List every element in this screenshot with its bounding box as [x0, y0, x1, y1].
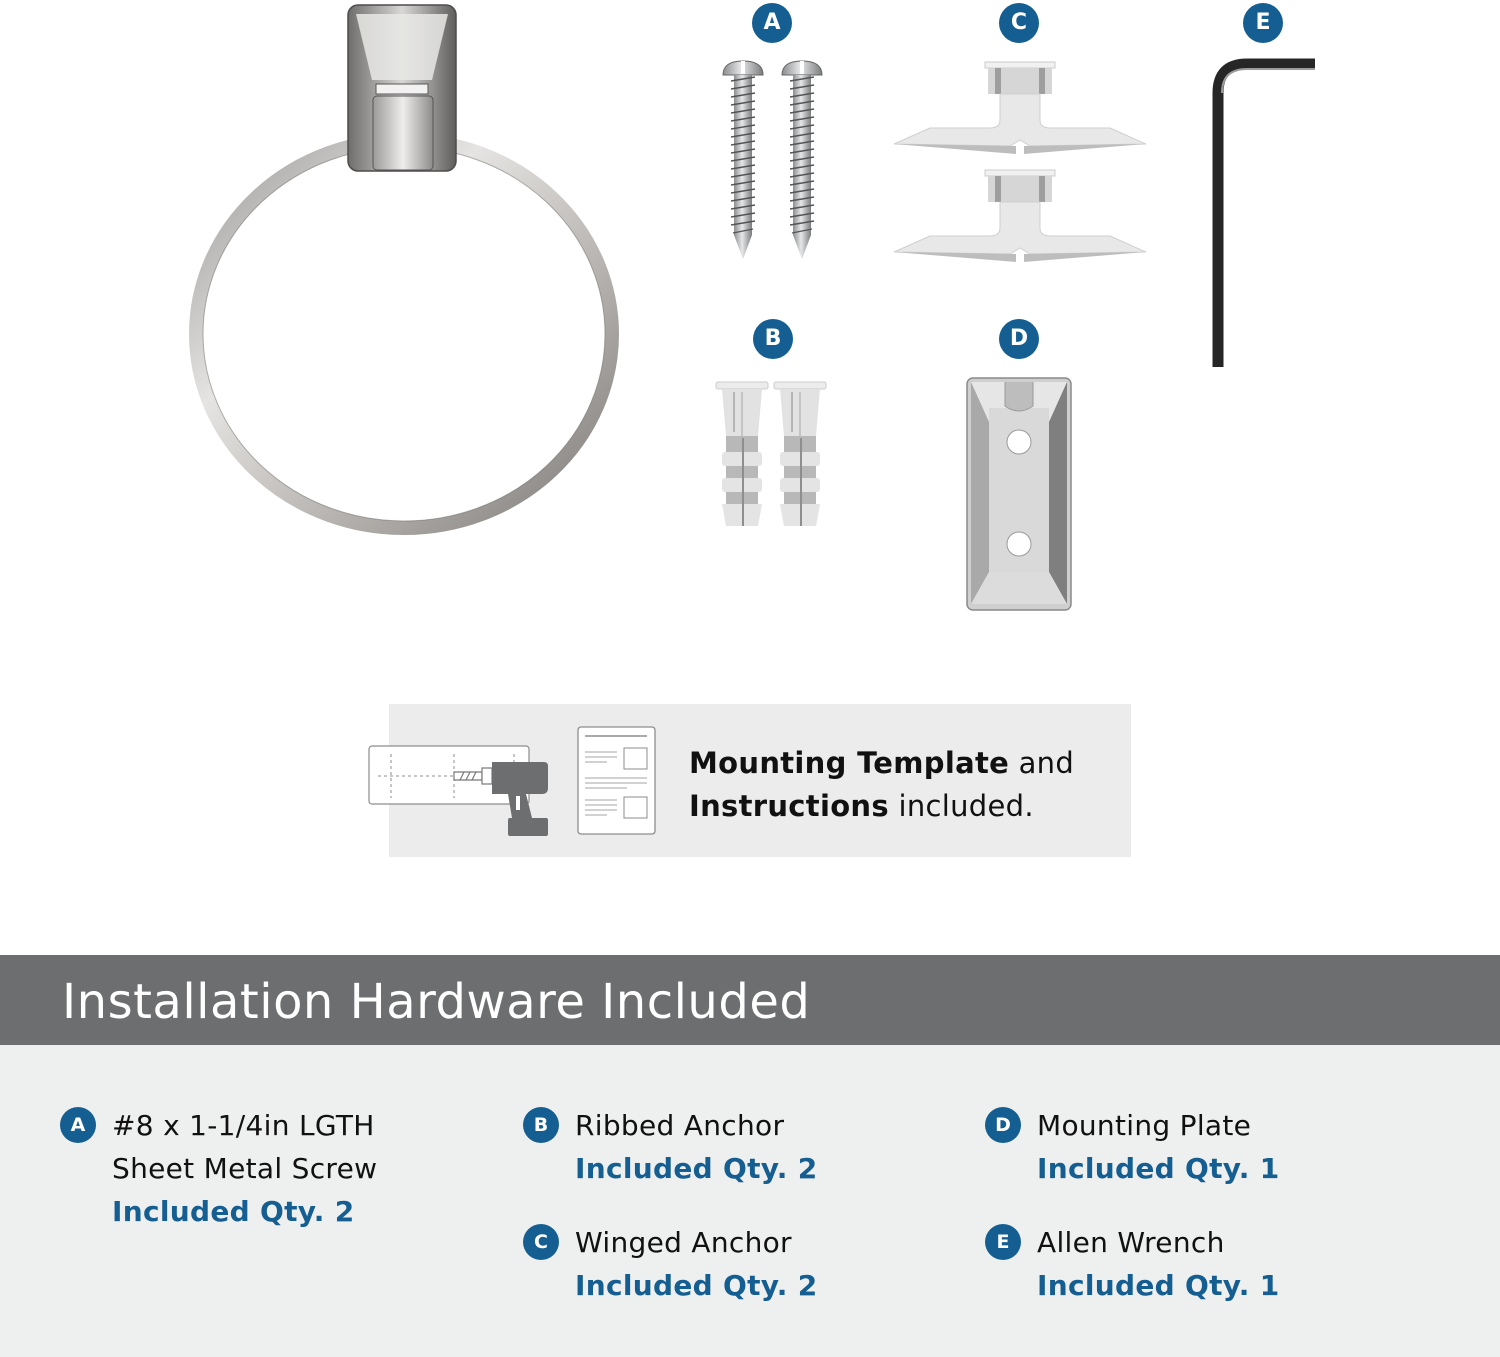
item-a-qty: Included Qty. 2	[112, 1195, 355, 1228]
item-c-qty: Included Qty. 2	[575, 1269, 818, 1302]
mounting-plate-icon	[965, 376, 1073, 612]
item-a-name-line1: #8 x 1-1/4in LGTH	[112, 1109, 375, 1142]
part-badge-e: E	[1243, 3, 1283, 43]
allen-wrench-icon	[1205, 55, 1325, 375]
part-badge-a: A	[752, 3, 792, 43]
mounting-template-text	[689, 742, 1074, 828]
hardware-item-d	[1037, 1104, 1280, 1190]
part-badge-d: D	[999, 319, 1039, 359]
item-badge-b: B	[523, 1107, 559, 1143]
item-badge-a: A	[60, 1107, 96, 1143]
winged-anchor-icon	[890, 58, 1150, 263]
part-badge-b: B	[753, 319, 793, 359]
item-d-qty: Included Qty. 1	[1037, 1152, 1280, 1185]
template-text-suffix: and	[1009, 746, 1075, 780]
screw-icon	[715, 55, 835, 265]
template-bold-label: Mounting Template	[689, 746, 1010, 780]
item-d-name: Mounting Plate	[1037, 1109, 1252, 1142]
ribbed-anchor-icon	[712, 380, 832, 530]
part-badge-c: C	[999, 3, 1039, 43]
hardware-item-e	[1037, 1221, 1280, 1307]
hardware-item-a	[112, 1104, 377, 1233]
item-c-name: Winged Anchor	[575, 1226, 792, 1259]
hardware-item-b	[575, 1104, 818, 1190]
instructions-bold-label: Instructions	[689, 789, 889, 823]
item-b-qty: Included Qty. 2	[575, 1152, 818, 1185]
hardware-header-title: Installation Hardware Included	[62, 974, 811, 1030]
towel-ring-image	[170, 0, 640, 550]
item-badge-c: C	[523, 1224, 559, 1260]
drill-template-icon	[366, 742, 556, 838]
item-e-qty: Included Qty. 1	[1037, 1269, 1280, 1302]
item-badge-d: D	[985, 1107, 1021, 1143]
hardware-item-c	[575, 1221, 818, 1307]
item-e-name: Allen Wrench	[1037, 1226, 1225, 1259]
item-b-name: Ribbed Anchor	[575, 1109, 785, 1142]
instructions-text-suffix: included.	[888, 789, 1034, 823]
item-badge-e: E	[985, 1224, 1021, 1260]
instructions-document-icon	[577, 726, 657, 836]
item-a-name-line2: Sheet Metal Screw	[112, 1152, 378, 1185]
